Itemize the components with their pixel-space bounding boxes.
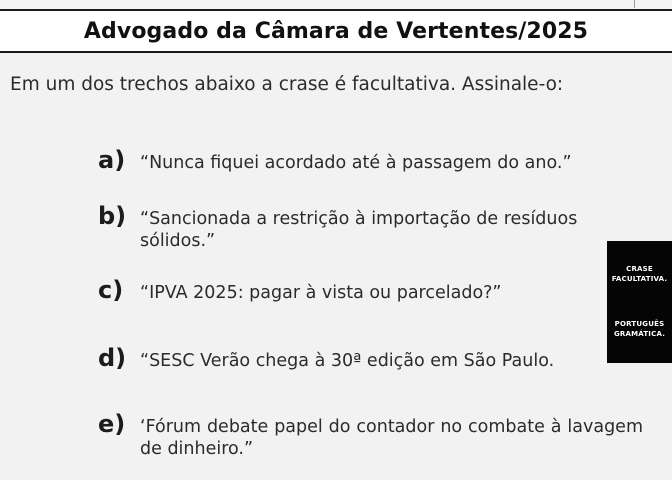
title-bar <box>0 9 672 53</box>
option-a-text: “Nunca fiquei acordado até à passagem do ano.” <box>140 153 572 173</box>
option-d-text: “SESC Verão chega à 30ª edição em São Paulo. <box>140 351 555 371</box>
option-b-letter: b) <box>98 202 127 230</box>
watermark-line-1: CRASE <box>626 265 653 274</box>
topic-watermark <box>607 241 672 363</box>
option-e-letter: e) <box>98 410 126 438</box>
top-tick-mark <box>634 0 635 8</box>
watermark-line-3: PORTUGUÊS <box>614 320 665 329</box>
option-a-letter: a) <box>98 146 126 174</box>
option-e-text: ‘Fórum debate papel do contador no combate à lavagem de dinheiro.” <box>140 417 643 460</box>
page-title: Advogado da Câmara de Vertentes/2025 <box>83 18 589 44</box>
watermark-line-2: FACULTATIVA. <box>611 274 668 283</box>
top-sliver <box>0 0 672 9</box>
watermark-line-4: GRAMÁTICA. <box>613 329 666 338</box>
option-a[interactable] <box>98 148 643 174</box>
option-c-text: “IPVA 2025: pagar à vista ou parcelado?” <box>140 283 502 303</box>
bottom-edge <box>0 474 672 480</box>
option-c[interactable] <box>98 278 643 304</box>
watermark-topic-crase <box>612 265 668 284</box>
option-b[interactable] <box>98 204 643 253</box>
watermark-topic-portugues <box>614 320 665 339</box>
option-d-letter: d) <box>98 344 127 372</box>
option-d[interactable] <box>98 346 643 372</box>
question-stem: Em um dos trechos abaixo a crase é facultativa. Assinale-o: <box>10 74 564 95</box>
option-e[interactable] <box>98 412 643 461</box>
option-c-letter: c) <box>98 276 124 304</box>
option-b-text: “Sancionada a restrição à importação de resíduos sólidos.” <box>140 209 578 252</box>
